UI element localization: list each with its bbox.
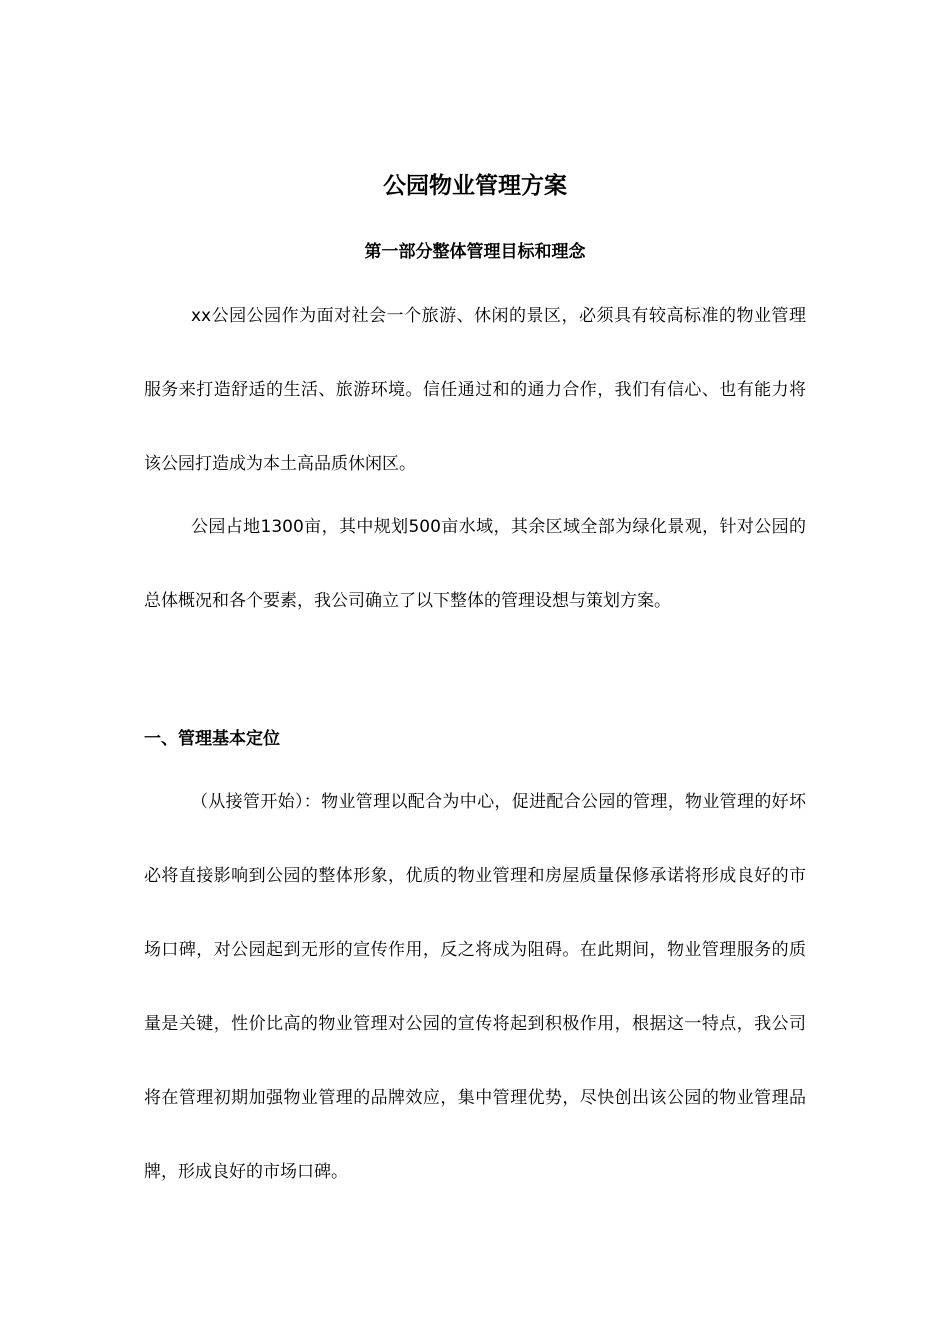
body-paragraph-1: xx公园公园作为面对社会一个旅游、休闲的景区，必须具有较高标准的物业管理服务来打造舒适的生活、旅游环境。信任通过和的通力合作，我们有信心、也有能力将该公园打造成为本土高品质休闲区。 (144, 306, 806, 474)
document-title: 公园物业管理方案 (383, 173, 567, 199)
body-paragraph-2: 公园占地1300亩，其中规划500亩水域，其余区域全部为绿化景观，针对公园的总体概况和各个要素，我公司确立了以下整体的管理设想与策划方案。 (144, 517, 806, 611)
section-heading: 一、管理基本定位 (144, 729, 280, 749)
document-subtitle: 第一部分整体管理目标和理念 (364, 242, 586, 262)
body-paragraph-3: （从接管开始）：物业管理以配合为中心，促进配合公园的管理，物业管理的好坏必将直接影响到公园的整体形象，优质的物业管理和房屋质量保修承诺将形成良好的市场口碑，对公园起到无形的宣传作用，反之将成为阻碍。在此期间，物业管理服务的质量是关键，性价比高的物业管理对公园的宣传将起到积极作用，根据这一特点，我公司将在管理初期加强物业管理的品牌效应，集中管理优势，尽快创出该公园的物业管理品牌，形成良好的市场口碑。 (144, 792, 806, 1182)
